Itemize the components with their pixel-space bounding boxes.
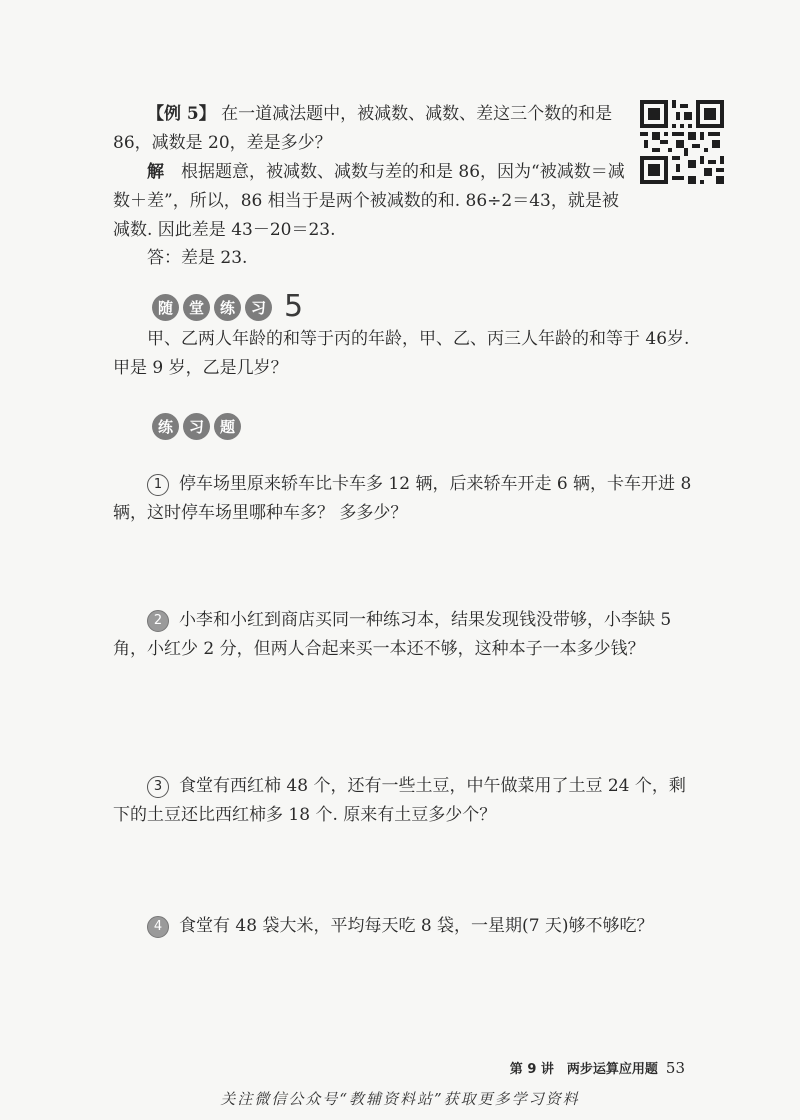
chapter-title: 第 9 讲 两步运算应用题 [509,1062,658,1077]
exercises-badge-2: 习 [183,413,210,440]
practice-text: 甲、乙两人年龄的和等于丙的年龄，甲、乙、丙三人年龄的和等于 46岁. 甲是 9 岁，乙是几岁？ [113,329,690,378]
example-answer: 答：差是 23. [147,248,248,268]
exercises-heading [152,413,241,440]
example-label: 【例 5】 [147,104,216,124]
example-question [113,100,633,158]
exercise-text-4: 食堂有 48 袋大米，平均每天吃 8 袋，一星期(7 天)够不够吃？ [179,916,654,936]
practice-badge-2: 堂 [183,294,210,321]
page-number: 53 [665,1059,685,1077]
page-footer [0,1058,685,1077]
exercise-item-3 [113,772,693,830]
practice-badge-4: 习 [245,294,272,321]
exercise-item-2 [113,606,693,664]
practice-number: 5 [284,289,304,324]
practice-heading [152,289,304,324]
practice-badge-1: 随 [152,294,179,321]
example-question-text: 在一道减法题中，被减数、减数、差这三个数的和是86，减数是 20，差是多少？ [113,104,613,153]
exercise-number-2: 2 [147,610,169,632]
exercise-number-3: 3 [147,776,169,798]
example-solution [113,158,633,245]
exercise-number-4: 4 [147,916,169,938]
exercises-badge-3: 题 [214,413,241,440]
practice-badge-3: 练 [214,294,241,321]
exercise-number-1: 1 [147,474,169,496]
exercise-item-1 [113,470,693,528]
qr-code-icon [640,100,724,184]
exercise-text-3: 食堂有西红柿 48 个，还有一些土豆，中午做菜用了土豆 24 个，剩下的土豆还比西红柿多 18 个. 原来有土豆多少个？ [113,776,686,825]
exercise-text-1: 停车场里原来轿车比卡车多 12 辆，后来轿车开走 6 辆，卡车开进 8 辆，这时停车场里哪种车多？ 多多少？ [113,474,692,523]
exercise-text-2: 小李和小红到商店买同一种练习本，结果发现钱没带够，小李缺 5 角，小红少 2 分，但两人合起来买一本还不够，这种本子一本多少钱？ [113,610,672,659]
exercises-badge-1: 练 [152,413,179,440]
solution-label: 解 [147,162,164,182]
exercise-item-4 [113,912,693,941]
watermark-note: 关注微信公众号“教辅资料站”获取更多学习资料 [220,1090,580,1108]
solution-text: 根据题意，被减数、减数与差的和是 86，因为“被减数＝减数＋差”，所以，86 相当于是两个被减数的和. 86÷2＝43，就是被减数. 因此差是 43－20＝23. [113,162,625,240]
